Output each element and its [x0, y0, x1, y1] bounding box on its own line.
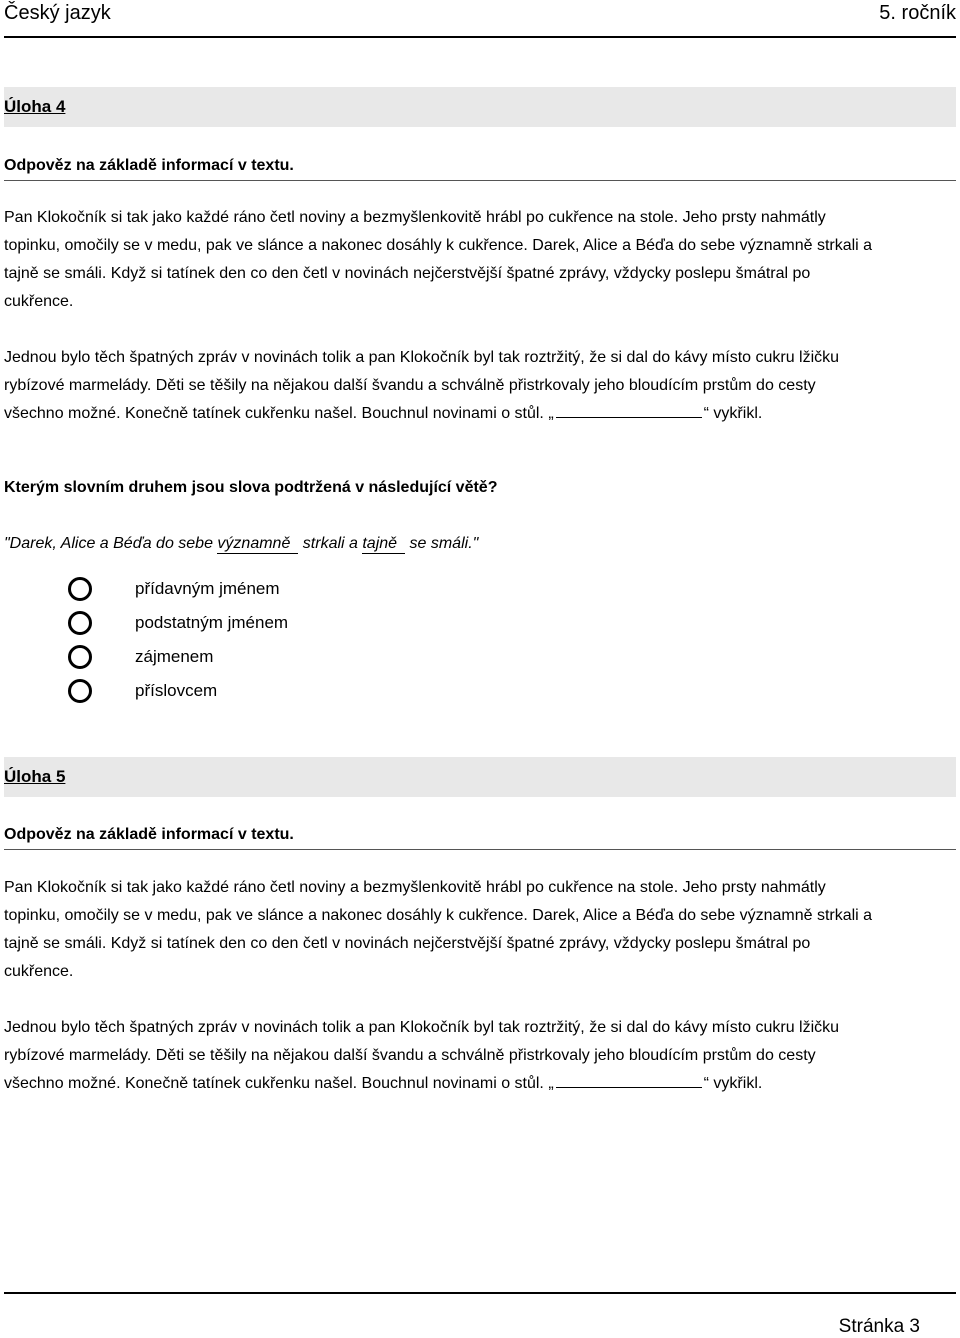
- task-4-title: Úloha 4: [4, 97, 66, 116]
- answer-blank[interactable]: [556, 403, 702, 418]
- task-5-rule: [4, 849, 956, 850]
- task-4-rule: [4, 180, 956, 181]
- option-adjective[interactable]: [68, 576, 280, 602]
- option-label: podstatným jménem: [135, 613, 289, 632]
- task-4-band: [4, 87, 956, 127]
- text-line: topinku, omočily se v medu, pak ve slánce a nakonec dosáhly k cukřence. Darek, Alice a Béďa do sebe významně strkali a: [4, 237, 873, 254]
- quote-text: strkali a: [298, 535, 363, 552]
- option-adverb[interactable]: [68, 678, 218, 704]
- header-rule: [4, 36, 956, 38]
- task-4-paragraph-2: [4, 344, 956, 428]
- radio-circle-icon[interactable]: [68, 679, 92, 703]
- radio-circle-icon[interactable]: [68, 645, 92, 669]
- text-line: rybízové marmelády. Děti se těšily na nějakou další švandu a schválně přistrkovaly jeho bloudícím prstům do cesty: [4, 377, 816, 394]
- text-line: cukřence.: [4, 293, 74, 310]
- task-5-title: Úloha 5: [4, 767, 66, 786]
- text-line: Jednou bylo těch špatných zpráv v novinách tolik a pan Klokočník byl tak roztržitý, že si dal do kávy místo cukru lžičku: [4, 349, 840, 366]
- radio-circle-icon[interactable]: [68, 611, 92, 635]
- quote-text: "Darek, Alice a Béďa do sebe: [4, 535, 218, 552]
- text-segment: “ vykřikl.: [703, 405, 763, 422]
- text-segment: všechno možné. Konečně tatínek cukřenku našel. Bouchnul novinami o stůl. „: [4, 1075, 554, 1092]
- subject-title: Český jazyk: [4, 2, 111, 24]
- task-4-question: Kterým slovním druhem jsou slova podtržená v následující větě?: [4, 479, 498, 496]
- task-5-paragraph-2: [4, 1014, 956, 1098]
- text-line: topinku, omočily se v medu, pak ve slánce a nakonec dosáhly k cukřence. Darek, Alice a Béďa do sebe významně strkali a: [4, 907, 873, 924]
- text-segment: “ vykřikl.: [703, 1075, 763, 1092]
- task-4-paragraph-1: [4, 204, 956, 316]
- text-line: tajně se smáli. Když si tatínek den co den četl v novinách nejčerstvější špatné zprávy, vždycky poslepu šmátral po: [4, 265, 811, 282]
- page-number: Stránka 3: [838, 1316, 920, 1337]
- radio-circle-icon[interactable]: [68, 577, 92, 601]
- footer-rule: [4, 1292, 956, 1294]
- text-line-with-blank: [4, 1070, 956, 1098]
- text-line: rybízové marmelády. Děti se těšily na nějakou další švandu a schválně přistrkovaly jeho bloudícím prstům do cesty: [4, 1047, 816, 1064]
- task-5-paragraph-1: [4, 874, 956, 986]
- text-segment: všechno možné. Konečně tatínek cukřenku našel. Bouchnul novinami o stůl. „: [4, 405, 554, 422]
- text-line: Pan Klokočník si tak jako každé ráno četl noviny a bezmyšlenkovitě hrábl po cukřence na stole. Jeho prsty nahmátly: [4, 209, 826, 226]
- text-line: Pan Klokočník si tak jako každé ráno četl noviny a bezmyšlenkovitě hrábl po cukřence na stole. Jeho prsty nahmátly: [4, 879, 826, 896]
- underlined-word: významně: [217, 535, 298, 554]
- task-5-band: [4, 757, 956, 797]
- quote-text: se smáli.": [405, 535, 479, 552]
- answer-blank[interactable]: [556, 1073, 702, 1088]
- task-4-instruction: Odpověz na základě informací v textu.: [4, 157, 294, 174]
- task-5-instruction: Odpověz na základě informací v textu.: [4, 826, 294, 843]
- option-label: příslovcem: [135, 681, 218, 700]
- option-noun[interactable]: [68, 610, 289, 636]
- option-label: zájmenem: [135, 647, 214, 666]
- text-line-with-blank: [4, 400, 956, 428]
- text-line: tajně se smáli. Když si tatínek den co den četl v novinách nejčerstvější špatné zprávy, vždycky poslepu šmátral po: [4, 935, 811, 952]
- text-line: cukřence.: [4, 963, 74, 980]
- option-pronoun[interactable]: [68, 644, 214, 670]
- task-4-quote: [4, 535, 478, 554]
- underlined-word: tajně: [362, 535, 405, 554]
- grade-label: 5. ročník: [879, 2, 956, 24]
- text-line: Jednou bylo těch špatných zpráv v novinách tolik a pan Klokočník byl tak roztržitý, že si dal do kávy místo cukru lžičku: [4, 1019, 840, 1036]
- option-label: přídavným jménem: [135, 579, 280, 598]
